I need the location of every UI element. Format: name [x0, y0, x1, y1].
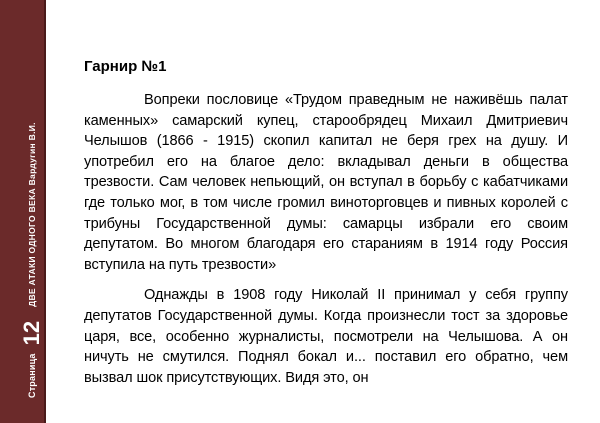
- article-body: [84, 58, 568, 398]
- page-number: 12: [19, 320, 44, 346]
- page-label: Страница: [27, 353, 37, 398]
- article-paragraph: Вопреки пословице «Трудом праведным не наживёшь палат каменных» самарский купец, старообрядец Михаил Дмитриевич Челышов (1866 - 1915) скопил капитал не беря грех на душу. И употребил его на благое дело: вкладывал деньги в общества трезвости. Сам человек непьющий, он вступал в борьбу с кабатчиками где только мог, в том числе громил виноторговцев и пивных королей с трибуны Государственной думы: самарцы избрали его своим депутатом. Во многом благодаря его стараниям в 1914 году Россия вступила на путь трезвости»: [84, 92, 568, 273]
- article-heading: Гарнир №1: [84, 58, 167, 75]
- sidebar-caption: [19, 122, 44, 398]
- article-paragraph: Однажды в 1908 году Николай II принимал у себя группу депутатов Государственной думы. Когда произнесли тост за здоровье царя, все, особенно журналисты, посмотрели на Челышова. А он ничуть не смутился. Поднял бокал и... поставил его обратно, чем вызвал шок присутствующих. Видя это, он: [84, 287, 568, 386]
- page-sidebar: [0, 0, 46, 423]
- book-title: ДВЕ АТАКИ ОДНОГО ВЕКА Вардугин В.И.: [27, 122, 37, 307]
